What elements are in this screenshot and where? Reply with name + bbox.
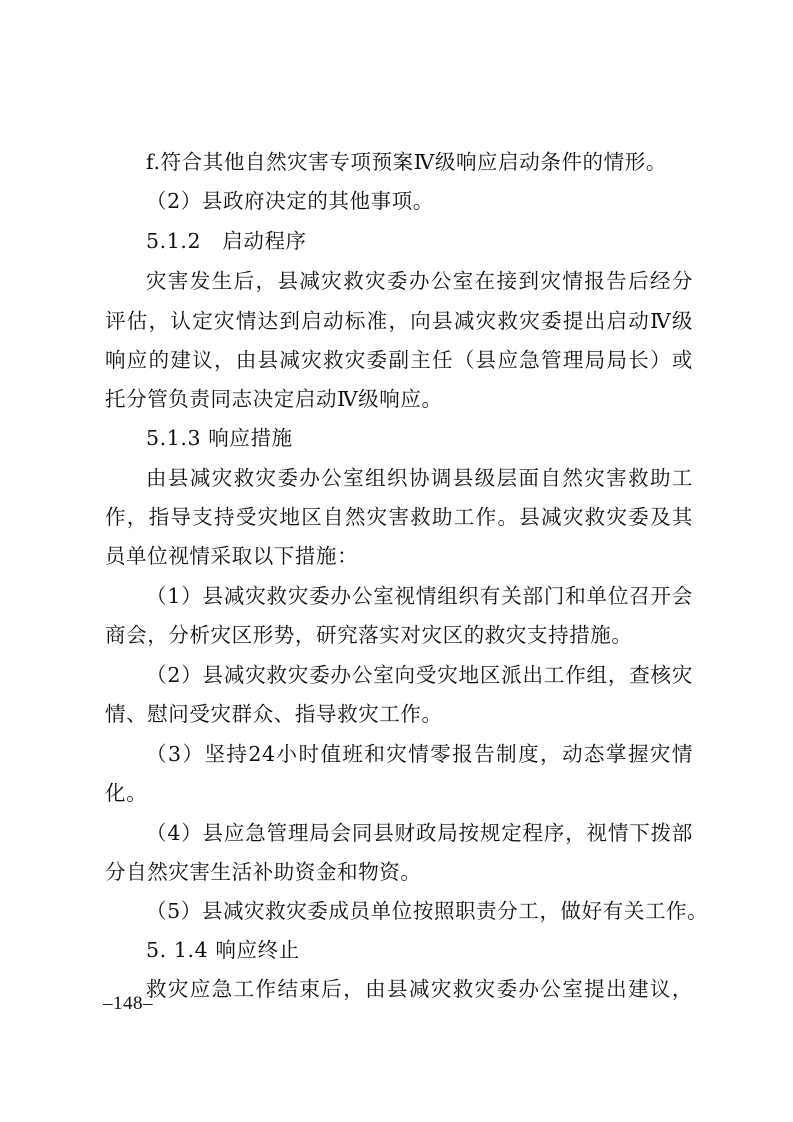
text-line-item-2: （2）县政府决定的其他事项。 — [146, 189, 434, 213]
section-heading-5-1-4: 5. 1.4 响应终止 — [146, 938, 300, 962]
page-number: –148– — [103, 993, 153, 1014]
text-line-item-f: f.符合其他自然灾害专项预案Ⅳ级响应启动条件的情形。 — [146, 150, 667, 174]
list-item-1-line-end: 商会，分析灾区形势，研究落实对灾区的救灾支持措施。 — [105, 623, 633, 647]
list-item-4-line: （4）县应急管理局会同县财政局按规定程序，视情下拨部 — [146, 821, 693, 845]
list-item-5-line: （5）县减灾救灾委成员单位按照职责分工，做好有关工作。 — [146, 899, 709, 923]
text-line-paragraph-start: 救灾应急工作结束后，由县减灾救灾委办公室提出建议， — [146, 977, 693, 1001]
list-item-2-line: （2）县减灾救灾委办公室向受灾地区派出工作组，查核灾 — [146, 663, 693, 687]
text-line-paragraph: 评估，认定灾情达到启动标准，向县减灾救灾委提出启动Ⅳ级 — [105, 309, 693, 333]
text-line-paragraph-start: 由县减灾救灾委办公室组织协调县级层面自然灾害救助工 — [146, 466, 693, 490]
section-heading-5-1-3: 5.1.3 响应措施 — [146, 426, 293, 450]
text-line-paragraph: 作，指导支持受灾地区自然灾害救助工作。县减灾救灾委及其 — [105, 505, 693, 529]
list-item-2-line-end: 情、慰问受灾群众、指导救灾工作。 — [105, 702, 443, 726]
list-item-3-line-end: 化。 — [105, 781, 148, 805]
list-item-3-line: （3）坚持24小时值班和灾情零报告制度，动态掌握灾情 — [146, 742, 693, 766]
list-item-4-line-end: 分自然灾害生活补助资金和物资。 — [105, 860, 422, 884]
text-line-paragraph: 响应的建议，由县减灾救灾委副主任（县应急管理局局长）或 — [105, 348, 693, 372]
list-item-1-line: （1）县减灾救灾委办公室视情组织有关部门和单位召开会 — [146, 584, 693, 608]
section-heading-5-1-2: 5.1.2 启动程序 — [146, 229, 307, 253]
text-line-paragraph-start: 灾害发生后，县减灾救灾委办公室在接到灾情报告后经分 — [146, 269, 693, 293]
text-line-paragraph-end: 托分管负责同志决定启动Ⅳ级响应。 — [105, 387, 443, 411]
text-line-paragraph-end: 员单位视情采取以下措施： — [105, 544, 359, 568]
